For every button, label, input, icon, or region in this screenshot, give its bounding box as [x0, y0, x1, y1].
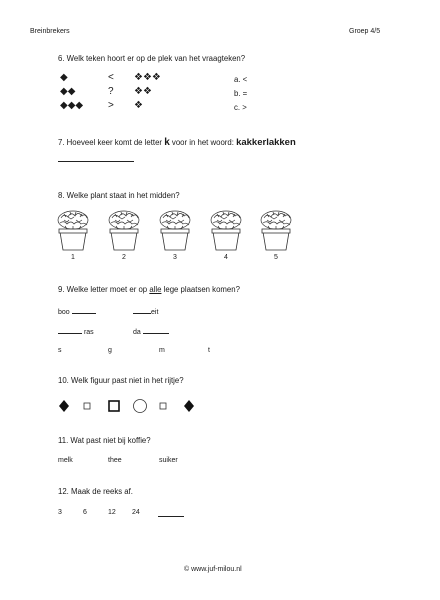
q9-word-4-text: da [133, 329, 141, 336]
q6-row3-sign: > [108, 100, 114, 111]
q9-word-2 [133, 306, 158, 316]
q9-blank-1[interactable] [72, 306, 96, 314]
q8-plant-5 [259, 208, 293, 252]
q10-shape-filled-diamond-2 [184, 400, 194, 412]
q9-q-post: lege plaatsen komen? [163, 285, 240, 294]
q9-word-3 [58, 326, 94, 336]
q8-label-1: 1 [71, 254, 75, 261]
q9-letter-s: s [58, 347, 62, 354]
q10-shape-bold-square [109, 401, 119, 411]
q12-number-1: 3 [58, 509, 62, 516]
q6-row3-clusters: ❖ [134, 100, 143, 111]
q9-letter-m: m [159, 347, 165, 354]
q10-shape-small-square-1 [84, 403, 90, 409]
q9-word-3-text: ras [83, 329, 94, 336]
q9-letter-g: g [108, 347, 112, 354]
q9-question [58, 285, 240, 294]
q7-letter: k [164, 137, 170, 148]
q6-option-c: c. > [234, 103, 247, 112]
footer-credit: © www.juf-milou.nl [184, 566, 242, 573]
q10-shape-small-square-2 [160, 403, 166, 409]
q8-plant-2 [107, 208, 141, 252]
q9-q-pre: 9. Welke letter moet er op [58, 285, 148, 294]
q9-blank-4[interactable] [143, 326, 169, 334]
q6-option-a: a. < [234, 75, 248, 84]
q8-label-2: 2 [122, 254, 126, 261]
q6-row1-diamonds: ◆ [60, 72, 68, 83]
q9-word-1 [58, 306, 96, 316]
q6-row3-diamonds: ◆◆◆ [60, 100, 84, 111]
q8-question: 8. Welke plant staat in het midden? [58, 191, 180, 200]
q8-label-5: 5 [274, 254, 278, 261]
q7-answer-line[interactable] [58, 161, 134, 162]
header-left: Breinbrekers [30, 28, 70, 35]
q9-word-4 [133, 326, 169, 336]
q6-option-b: b. = [234, 89, 248, 98]
q11-question: 11. Wat past niet bij koffie? [58, 436, 151, 445]
q10-shape-circle [134, 400, 147, 413]
q12-number-3: 12 [108, 509, 116, 516]
q11-word-thee: thee [108, 457, 122, 464]
q8-plant-4 [209, 208, 243, 252]
q10-shape-filled-diamond-1 [59, 400, 69, 412]
q9-word-1-text: boo [58, 309, 70, 316]
q8-plant-1 [56, 208, 90, 252]
q11-word-melk: melk [58, 457, 73, 464]
q9-word-2-text: eit [151, 309, 159, 316]
q6-row2-sign: ? [108, 86, 114, 97]
q6-row1-sign: < [108, 72, 114, 83]
q7-word: kakkerlakken [236, 137, 296, 148]
q10-question: 10. Welk figuur past niet in het rijtje? [58, 376, 184, 385]
q6-row2-diamonds: ◆◆ [60, 86, 76, 97]
q12-answer-line[interactable] [158, 509, 184, 517]
q6-row2-clusters: ❖❖ [134, 86, 152, 97]
q10-shapes [56, 397, 316, 415]
q7-prefix: 7. Hoeveel keer komt de letter [58, 138, 163, 147]
q9-letter-t: t [208, 347, 210, 354]
q9-blank-3[interactable] [58, 326, 82, 334]
q9-blank-2[interactable] [133, 306, 151, 314]
q7-middle: voor in het woord: [171, 138, 234, 147]
q12-number-4: 24 [132, 509, 140, 516]
q8-plant-3 [158, 208, 192, 252]
q8-label-4: 4 [224, 254, 228, 261]
q6-row1-clusters: ❖❖❖ [134, 72, 161, 83]
q6-question: 6. Welk teken hoort er op de plek van het vraagteken? [58, 54, 246, 63]
q11-word-suiker: suiker [159, 457, 178, 464]
q9-q-underlined: alle [149, 285, 162, 294]
header-right: Groep 4/5 [349, 28, 381, 35]
q7-question [58, 137, 296, 148]
q12-number-2: 6 [83, 509, 87, 516]
q8-label-3: 3 [173, 254, 177, 261]
q12-question: 12. Maak de reeks af. [58, 487, 133, 496]
